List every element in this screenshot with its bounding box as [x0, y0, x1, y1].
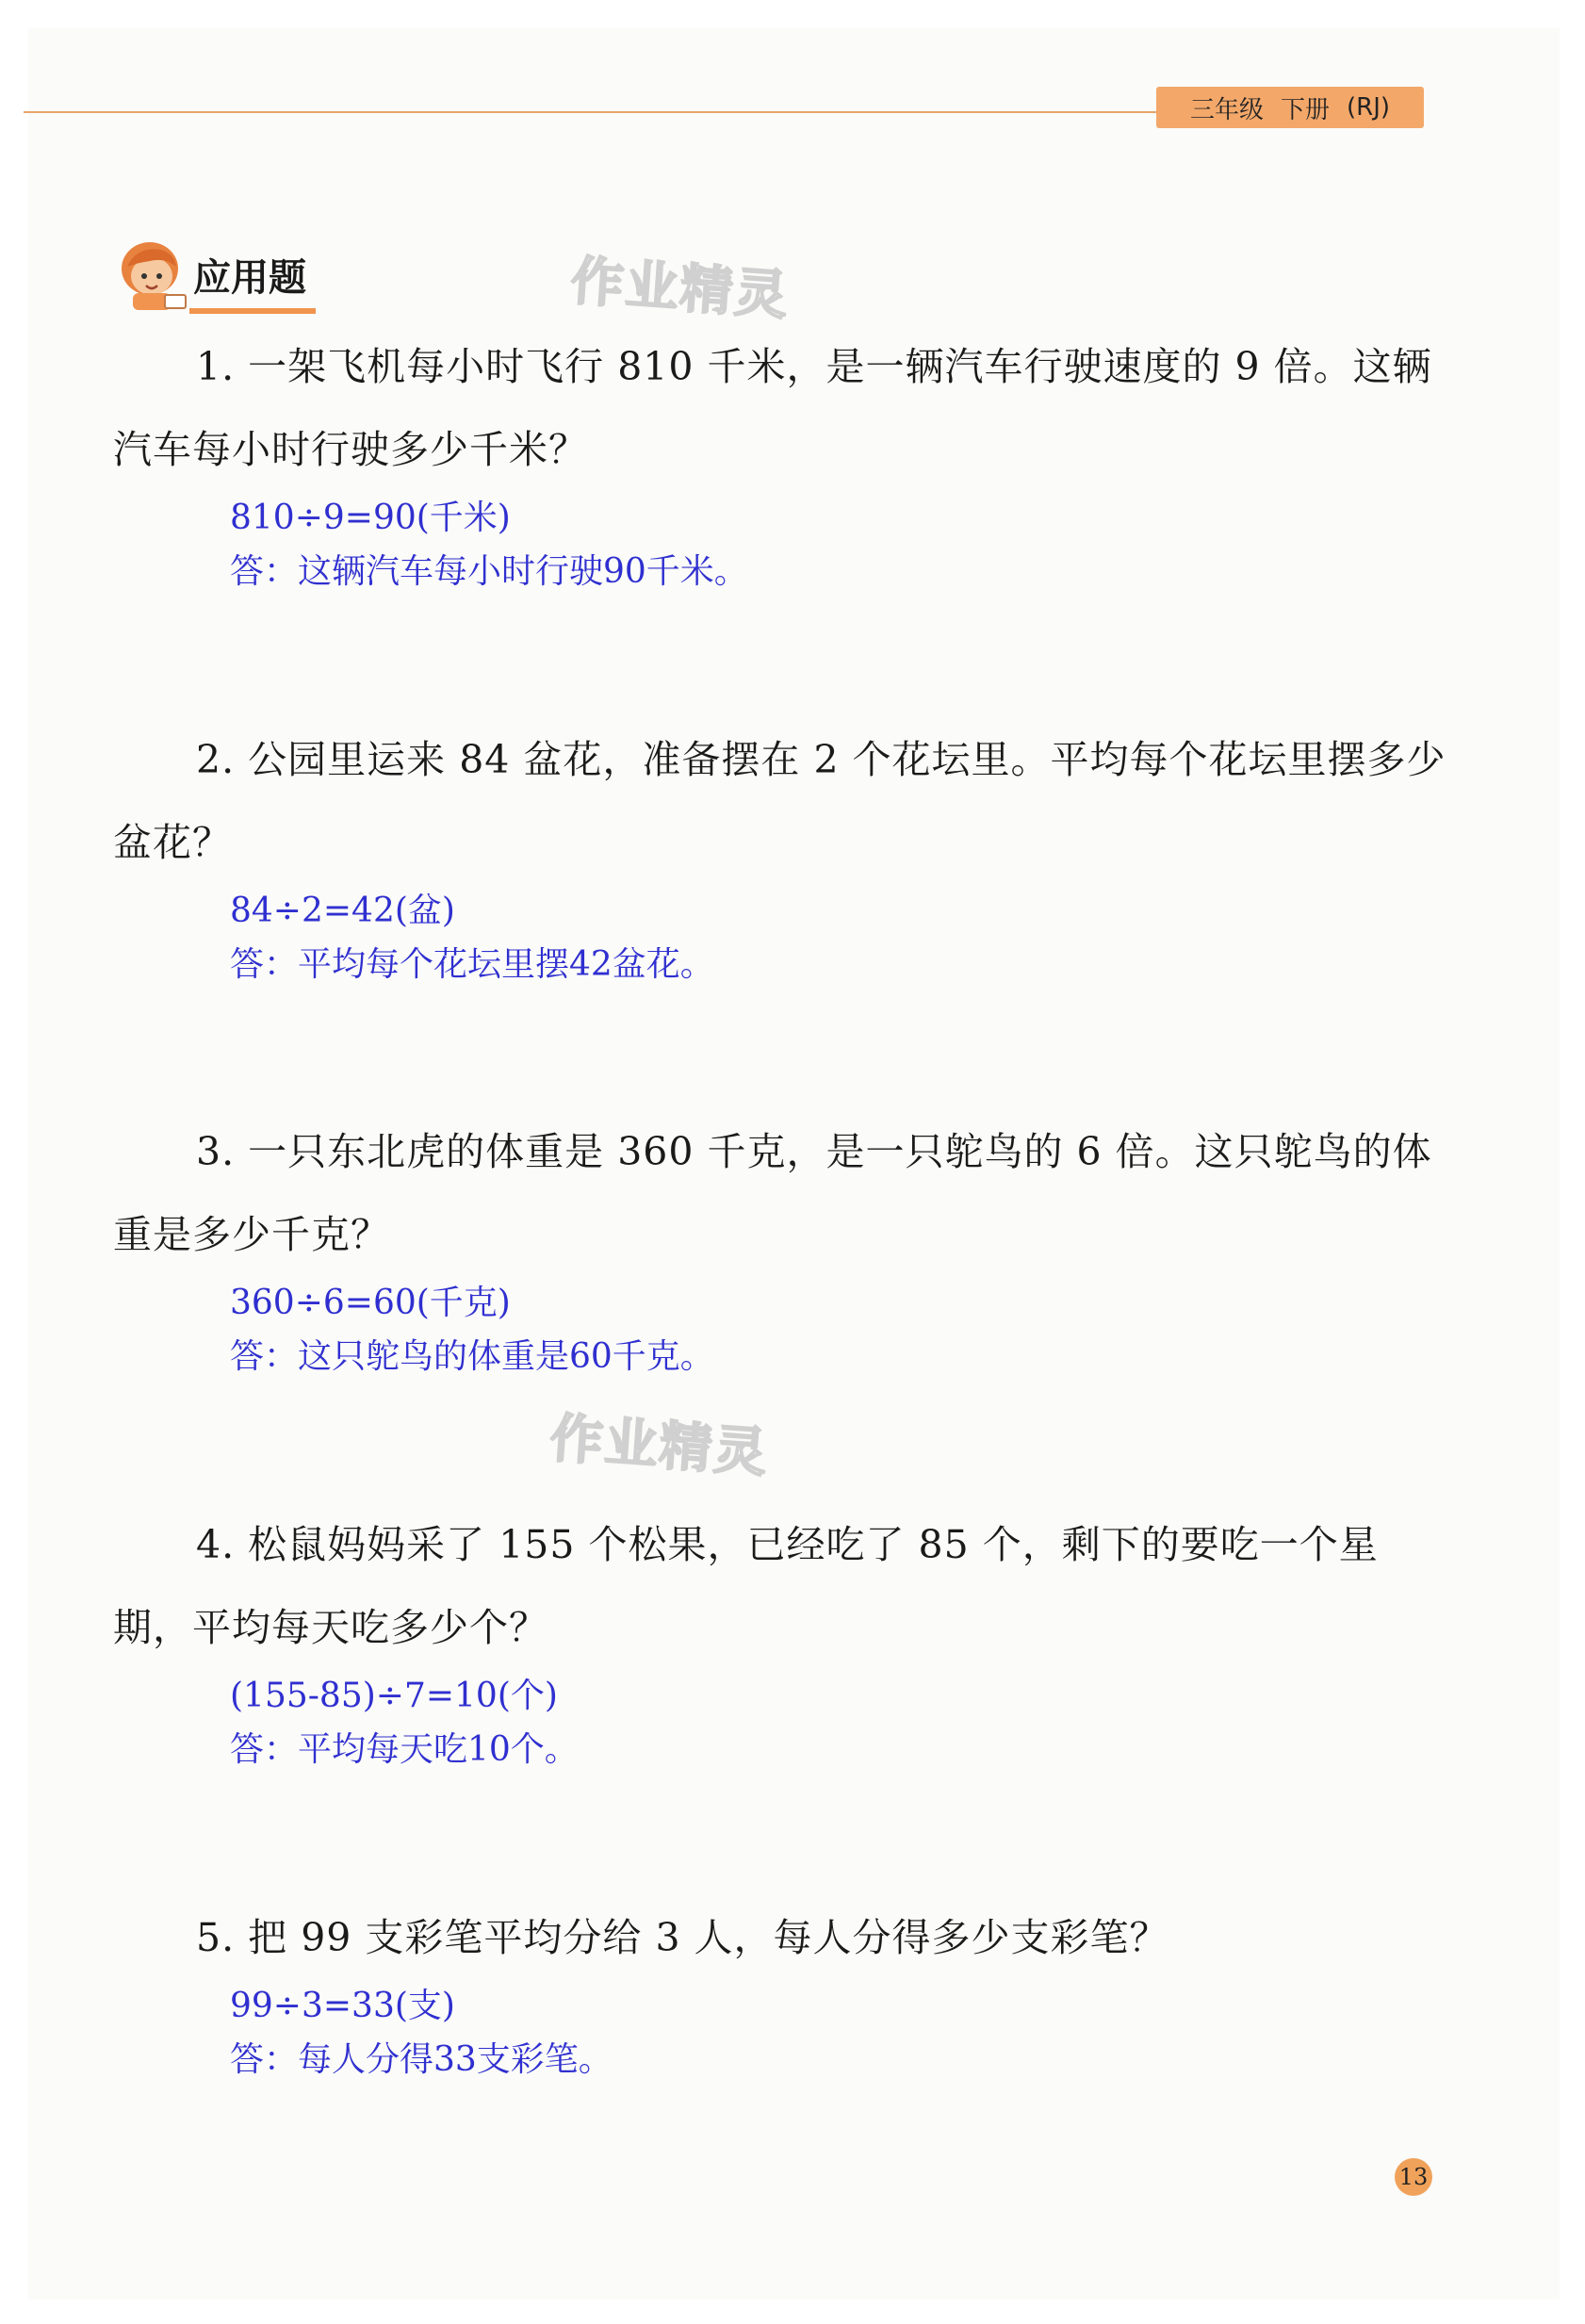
question-text — [113, 1896, 1451, 1979]
answer-statement: 答：平均每个花坛里摆42盆花。 — [230, 945, 714, 984]
question-number: 2. — [196, 737, 236, 782]
question-text — [113, 1503, 1451, 1669]
question-text — [113, 325, 1451, 491]
edition-label: (RJ) — [1347, 93, 1391, 122]
watermark: 作业精灵 — [568, 250, 792, 328]
term-label: 下册 — [1280, 95, 1330, 124]
answer-formula: (155-85)÷7=10(个) — [230, 1677, 558, 1715]
watermark: 作业精灵 — [547, 1407, 771, 1485]
boy-mascot-icon — [108, 229, 193, 314]
question-body: 一只东北虎的体重是 360 千克，是一只鸵鸟的 6 倍。这只鸵鸟的体重是多少千克？ — [113, 1129, 1432, 1257]
problem-2 — [113, 718, 1451, 991]
answer-formula: 360÷6=60(千克) — [230, 1284, 511, 1322]
problem-3 — [113, 1110, 1451, 1383]
answer-statement: 答：每人分得33支彩笔。 — [230, 2040, 613, 2079]
header-rule — [24, 111, 1159, 113]
answer-formula: 84÷2=42(盆) — [230, 892, 455, 930]
problem-4 — [113, 1503, 1451, 1776]
question-body: 一架飞机每小时飞行 810 千米，是一辆汽车行驶速度的 9 倍。这辆汽车每小时行驶多少千米？ — [113, 344, 1432, 472]
answer-statement: 答：这只鸵鸟的体重是60千克。 — [230, 1337, 714, 1376]
question-body: 把 99 支彩笔平均分给 3 人，每人分得多少支彩笔？ — [248, 1915, 1169, 1960]
question-number: 5. — [196, 1915, 236, 1960]
section-header — [108, 229, 316, 314]
problem-5 — [113, 1896, 1451, 2087]
question-text — [113, 718, 1451, 884]
problem-1 — [113, 325, 1451, 598]
grade-label: 三年级 — [1189, 95, 1264, 124]
answer-statement: 答：这辆汽车每小时行驶90千米。 — [230, 552, 748, 591]
question-body: 公园里运来 84 盆花，准备摆在 2 个花坛里。平均每个花坛里摆多少盆花？ — [113, 737, 1446, 865]
question-number: 1. — [196, 344, 236, 389]
page-number: 13 — [1395, 2158, 1432, 2196]
question-number: 4. — [196, 1522, 236, 1567]
question-body: 松鼠妈妈采了 155 个松果，已经吃了 85 个，剩下的要吃一个星期，平均每天吃多少个？ — [113, 1522, 1379, 1650]
question-number: 3. — [196, 1129, 236, 1174]
grade-tag — [1156, 87, 1424, 128]
answer-statement: 答：平均每天吃10个。 — [230, 1730, 579, 1769]
answer-formula: 810÷9=90(千米) — [230, 499, 511, 537]
answer-formula: 99÷3=33(支) — [230, 1987, 455, 2025]
question-text — [113, 1110, 1451, 1276]
section-title: 应用题 — [189, 252, 316, 314]
